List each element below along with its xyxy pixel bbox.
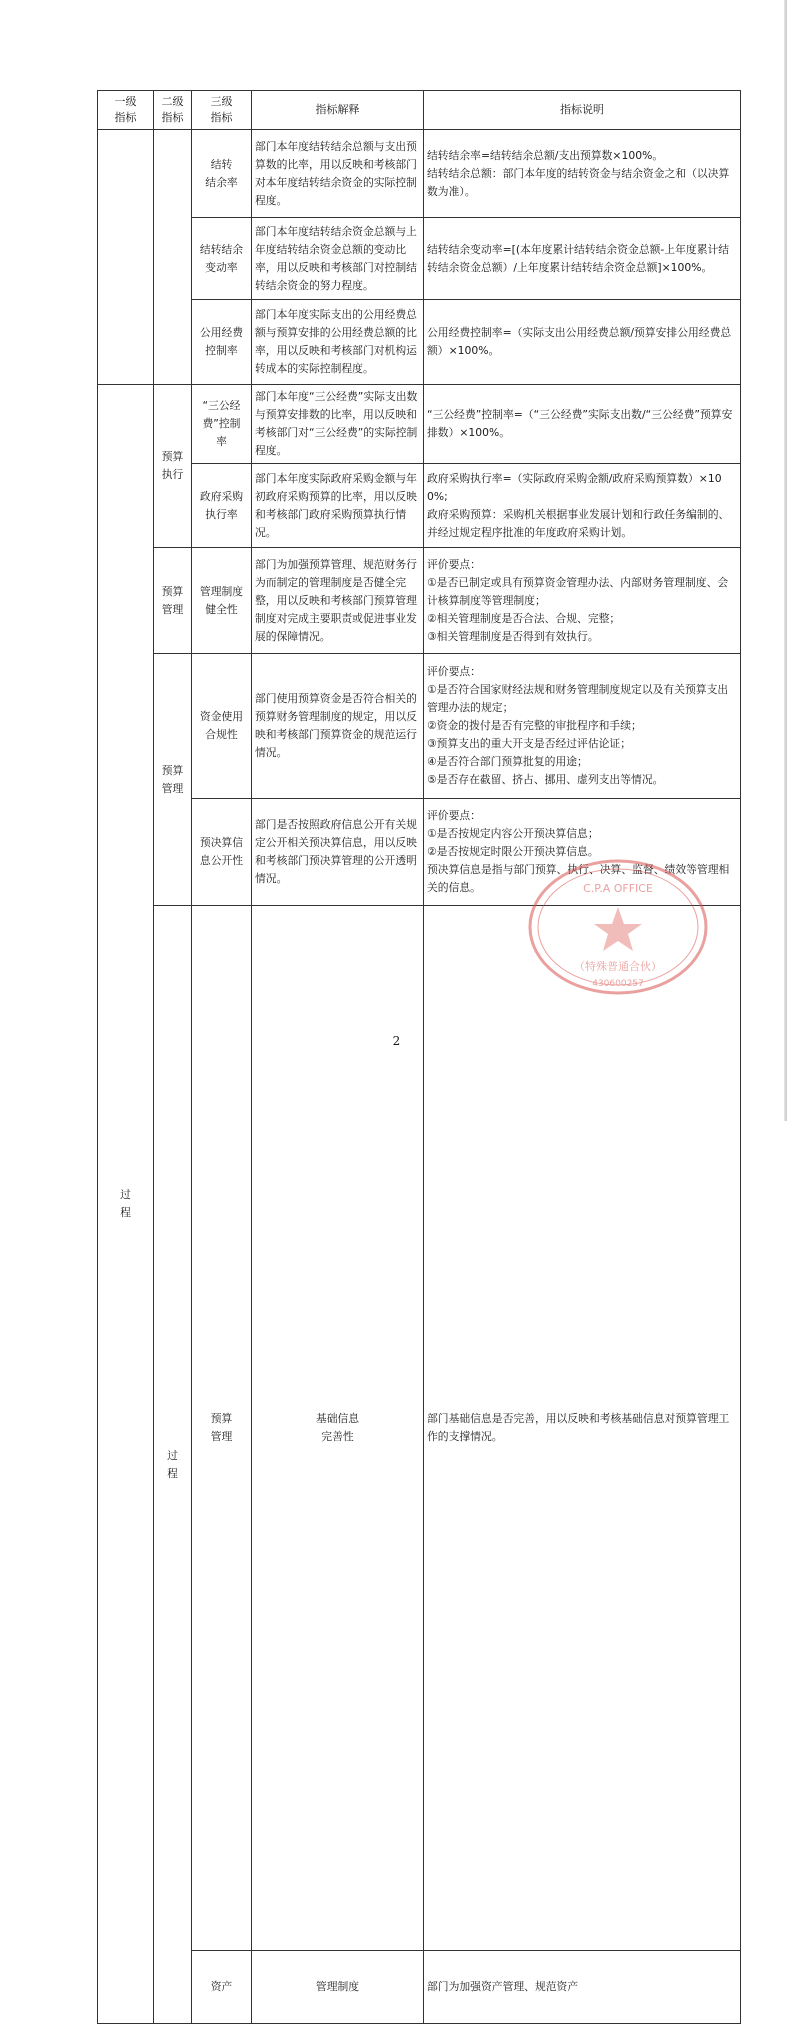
explain-cell: 部门本年度“三公经费”实际支出数与预算安排数的比率，用以反映和考核部门对“三公经费”的实际控制程度。 — [252, 385, 424, 464]
table-row — [98, 130, 741, 218]
level3-cell: 基础信息 完善性 — [252, 906, 424, 1951]
explain-cell: 部门是否按照政府信息公开有关规定公开相关预决算信息，用以反映和考核部门预决算管理的公开透明情况。 — [252, 799, 424, 906]
page-number: 2 — [392, 1034, 401, 1048]
explain-cell: 部门本年度结转结余资金总额与上年度结转结余资金总额的变动比率，用以反映和考核部门对控制结转结余资金的努力程度。 — [252, 218, 424, 300]
header-explain: 指标解释 — [252, 91, 424, 130]
desc-cell: 评价要点： ①是否已制定或具有预算资金管理办法、内部财务管理制度、会计核算制度等管理制度； ②相关管理制度是否合法、合规、完整； ③相关管理制度是否得到有效执行。 — [424, 548, 741, 654]
level3-cell: 结转结余 变动率 — [192, 218, 252, 300]
table-row — [98, 548, 741, 654]
table-row — [98, 906, 741, 1951]
desc-cell: 评价要点： ①是否符合国家财经法规和财务管理制度规定以及有关预算支出管理办法的规定； ②资金的拨付是否有完整的审批程序和手续； ③预算支出的重大开支是否经过评估论证； ④是否符合部门预算批复的用途； ⑤是否存在截留、挤占、挪用、虚列支出等情况。 — [424, 654, 741, 799]
level3-cell: 预决算信 息公开性 — [192, 799, 252, 906]
desc-cell: 公用经费控制率=（实际支出公用经费总额/预算安排公用经费总额）×100%。 — [424, 300, 741, 385]
explain-cell: 部门使用预算资金是否符合相关的预算财务管理制度的规定，用以反映和考核部门预算资金的规范运行情况。 — [252, 654, 424, 799]
table-row — [98, 385, 741, 464]
table-row — [98, 218, 741, 300]
header-level1: 一级 指标 — [98, 91, 154, 130]
desc-cell: 政府采购执行率=（实际政府采购金额/政府采购预算数）×100%; 政府采购预算：采购机关根据事业发展计划和行政任务编制的、并经过规定程序批准的年度政府采购计划。 — [424, 464, 741, 548]
level1-cell-process: 过 程 — [154, 906, 192, 2024]
level3-cell: “三公经 费”控制 率 — [192, 385, 252, 464]
seal-line-2: （特殊普通合伙） — [574, 960, 662, 973]
header-level2: 二级 指标 — [154, 91, 192, 130]
desc-cell: “三公经费”控制率=（“三公经费”实际支出数/“三公经费”预算安排数）×100%。 — [424, 385, 741, 464]
table-row — [98, 654, 741, 799]
explain-cell: 部门本年度结转结余总额与支出预算数的比率，用以反映和考核部门对本年度结转结余资金的实际控制程度。 — [252, 130, 424, 218]
explain-cell: 部门为加强预算管理、规范财务行为而制定的管理制度是否健全完整，用以反映和考核部门预算管理制度对完成主要职责或促进事业发展的保障情况。 — [252, 548, 424, 654]
page-edge — [784, 0, 787, 1121]
level2-cell-management: 预算 管理 — [154, 654, 192, 906]
explain-cell: 部门为加强资产管理、规范资产 — [424, 1951, 741, 2024]
level1-cell-empty — [98, 130, 154, 385]
table-row — [98, 799, 741, 906]
level3-cell: 管理制度 健全性 — [192, 548, 252, 654]
explain-cell: 部门基础信息是否完善，用以反映和考核基础信息对预算管理工作的支撑情况。 — [424, 906, 741, 1951]
seal-line-3: 430600257 — [592, 979, 644, 989]
level3-cell: 公用经费 控制率 — [192, 300, 252, 385]
desc-cell: 结转结余变动率=[(本年度累计结转结余资金总额-上年度累计结转结余资金总额）/上年度累计结转结余资金总额]×100%。 — [424, 218, 741, 300]
header-desc: 指标说明 — [424, 91, 741, 130]
desc-cell: 评价要点： ①是否按规定内容公开预决算信息； ②是否按规定时限公开预决算信息。 预决算信息是指与部门预算、执行、决算、监督、绩效等管理相关的信息。 — [424, 799, 741, 906]
level2-cell-management: 预算 管理 — [154, 548, 192, 654]
table-row — [98, 1951, 741, 2024]
metrics-table — [97, 90, 741, 2024]
table-row — [98, 464, 741, 548]
level3-cell: 政府采购 执行率 — [192, 464, 252, 548]
table-row — [98, 300, 741, 385]
explain-cell: 部门本年度实际政府采购金额与年初政府采购预算的比率，用以反映和考核部门政府采购预算执行情况。 — [252, 464, 424, 548]
header-level3: 三级 指标 — [192, 91, 252, 130]
level3-cell: 管理制度 — [252, 1951, 424, 2024]
table-header-row — [98, 91, 741, 130]
level2-cell-asset: 资产 — [192, 1951, 252, 2024]
level2-cell-execution: 预算 执行 — [154, 385, 192, 548]
level2-cell-empty — [154, 130, 192, 385]
level3-cell: 资金使用 合规性 — [192, 654, 252, 799]
level3-cell: 结转 结余率 — [192, 130, 252, 218]
level1-cell-process: 过 程 — [98, 385, 154, 2024]
explain-cell: 部门本年度实际支出的公用经费总额与预算安排的公用经费总额的比率，用以反映和考核部门对机构运转成本的实际控制程度。 — [252, 300, 424, 385]
level2-cell-management: 预算 管理 — [192, 906, 252, 1951]
desc-cell: 结转结余率=结转结余总额/支出预算数×100%。 结转结余总额：部门本年度的结转资金与结余资金之和（以决算数为准）。 — [424, 130, 741, 218]
seal-line-1: C.P.A OFFICE — [583, 882, 653, 895]
